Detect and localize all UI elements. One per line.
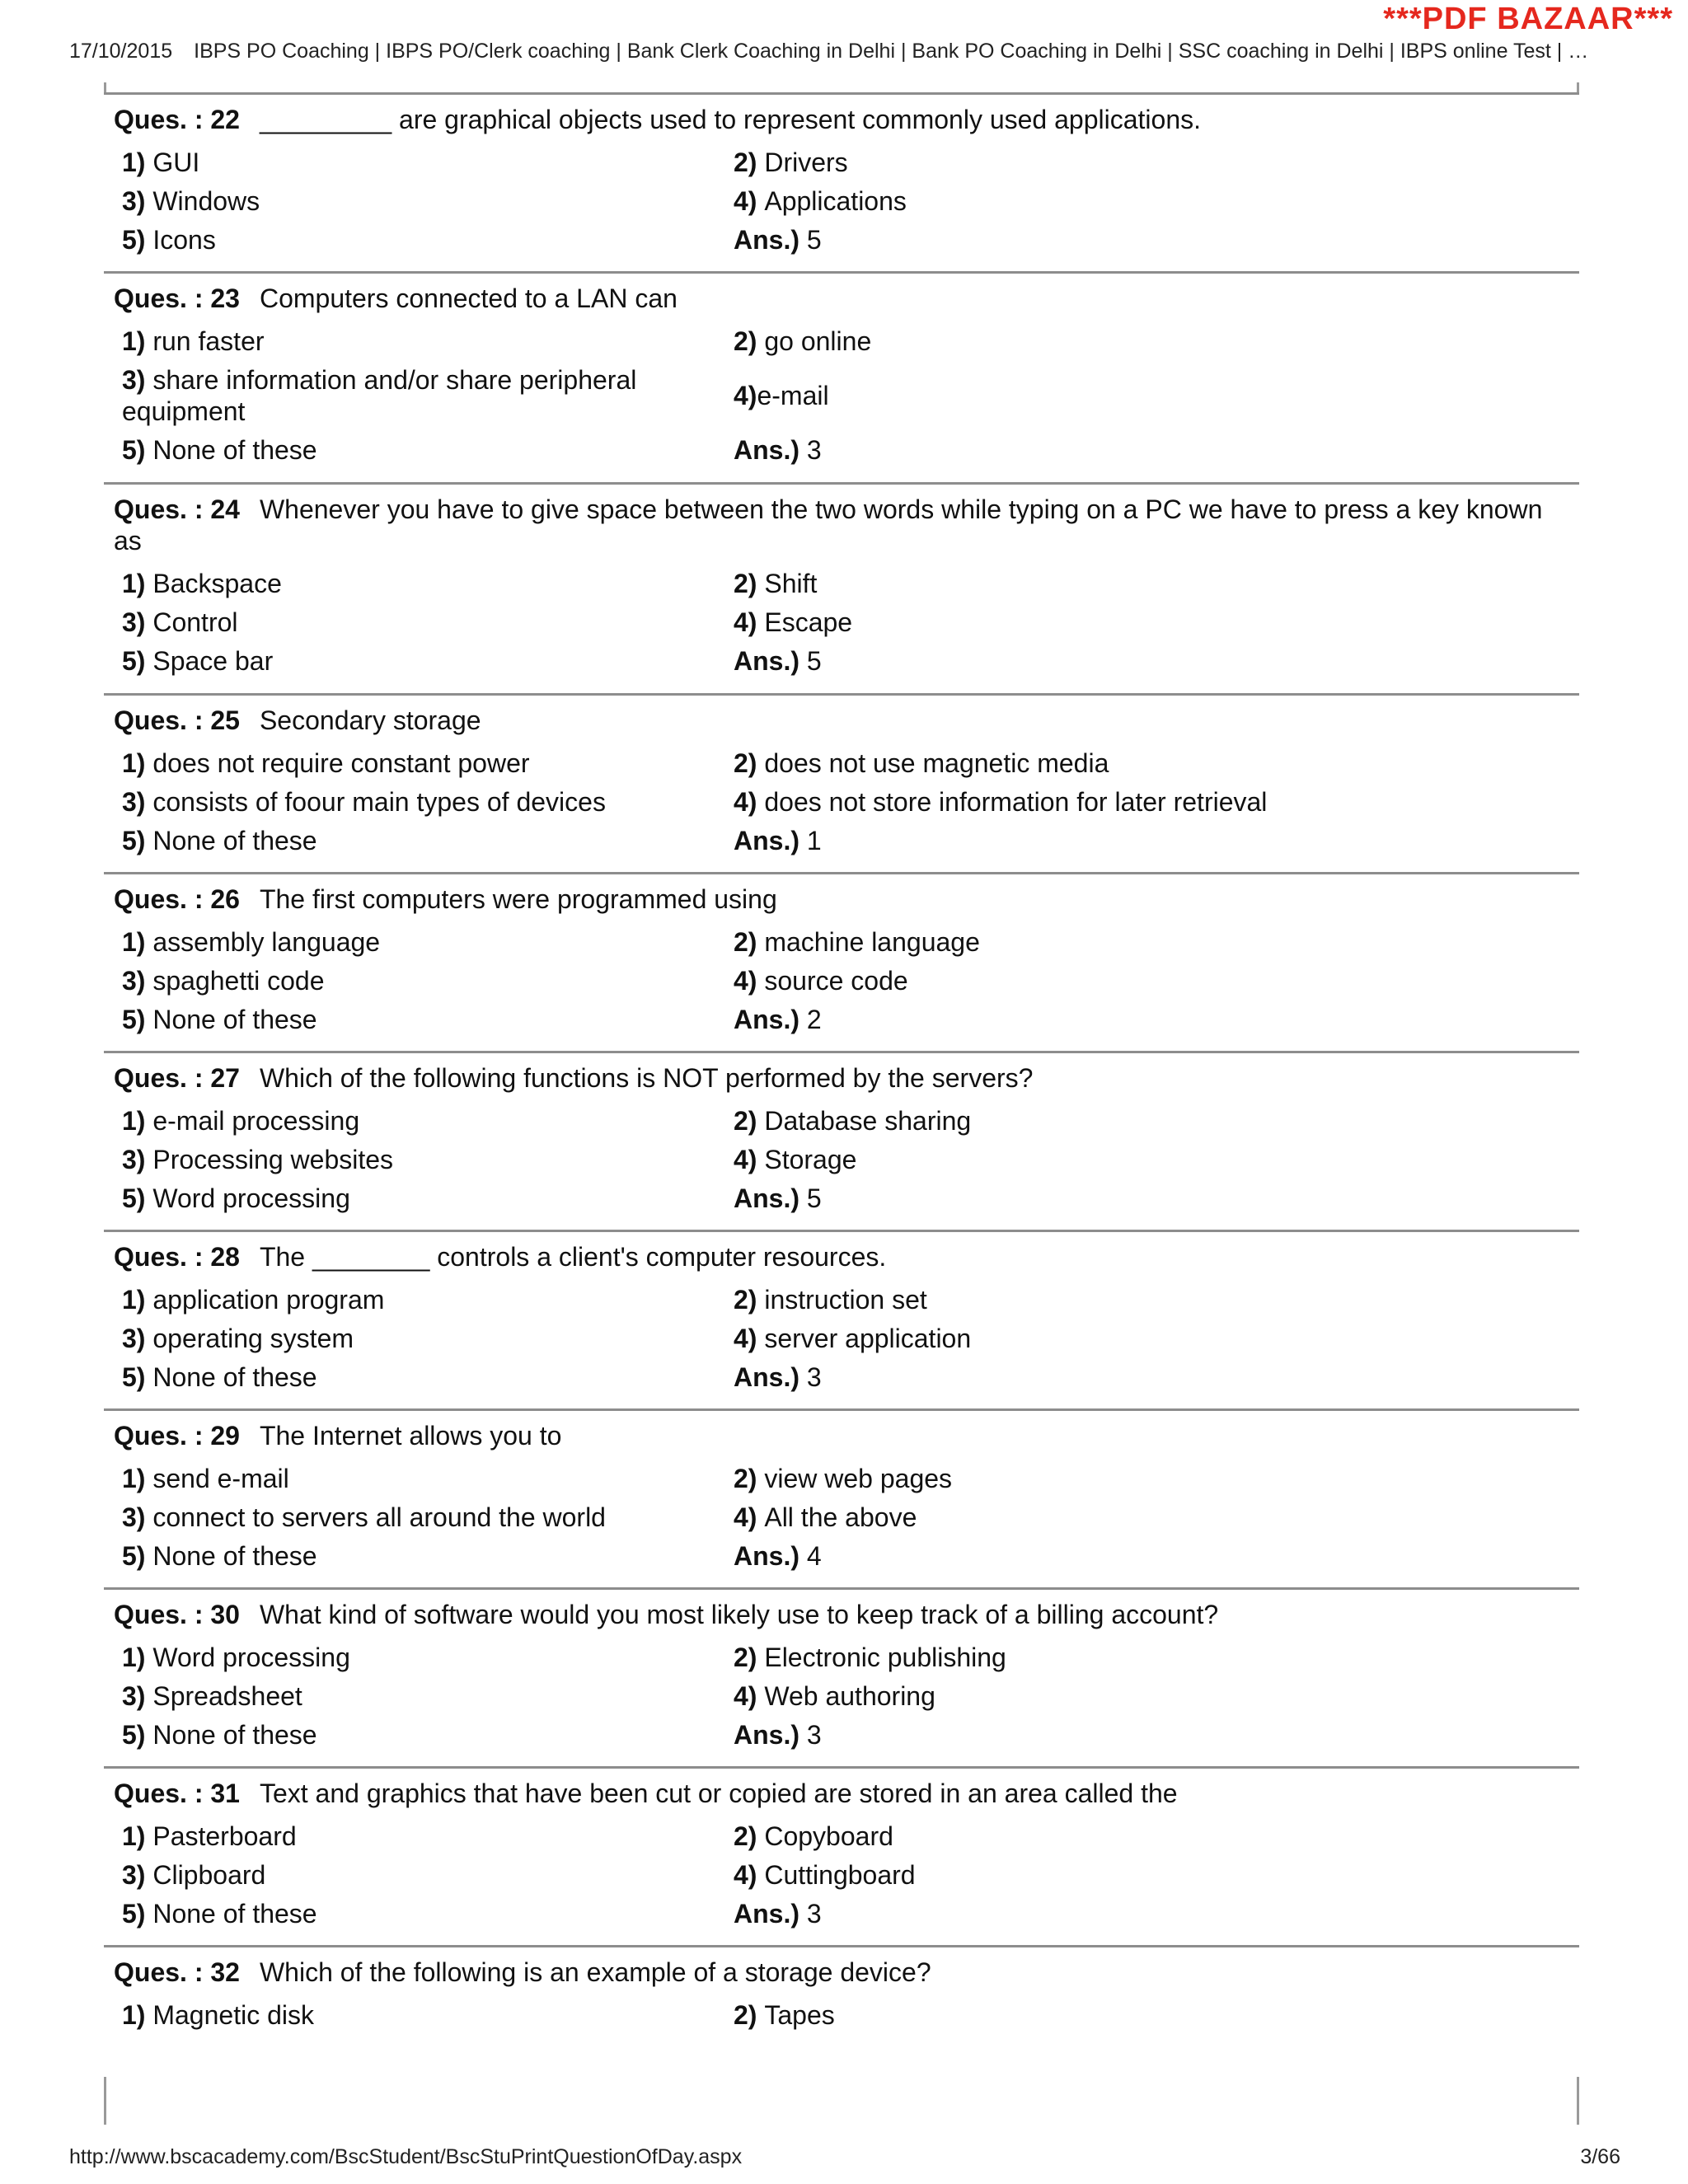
option-2 — [734, 1463, 1558, 1494]
answer-label: Ans.) — [734, 1183, 799, 1213]
options-grid — [114, 1105, 1569, 1214]
option-number: 4) — [734, 186, 765, 216]
answer-label: Ans.) — [734, 826, 799, 855]
question-text: What kind of software would you most likely use to keep track of a billing account? — [259, 1600, 1219, 1629]
options-grid — [114, 926, 1569, 1035]
option-number: 2) — [734, 1821, 765, 1851]
option-text: None of these — [152, 1362, 317, 1392]
option-3 — [122, 1502, 734, 1533]
option-text: All the above — [764, 1502, 917, 1532]
answer — [734, 1004, 1558, 1035]
option-text: None of these — [152, 826, 317, 855]
option-number: 4) — [734, 1324, 765, 1353]
option-text: does not require constant power — [152, 748, 530, 778]
option-text: Clipboard — [152, 1860, 266, 1890]
footer-url: http://www.bscacademy.com/BscStudent/BscStuPrintQuestionOfDay.aspx — [69, 2145, 743, 2168]
question-line — [114, 494, 1569, 556]
option-text: Storage — [764, 1145, 857, 1174]
option-text: spaghetti code — [152, 966, 325, 996]
option-number: 2) — [734, 2000, 765, 2030]
option-text: GUI — [152, 148, 200, 177]
question-text: The ________ controls a client's computer resources. — [259, 1242, 887, 1272]
option-4 — [734, 1680, 1558, 1712]
option-number: 5) — [122, 826, 153, 855]
question-text: The Internet allows you to — [259, 1421, 562, 1451]
option-text: share information and/or share peripheral equipment — [122, 365, 637, 426]
option-4 — [734, 1144, 1558, 1175]
option-5 — [122, 1898, 734, 1929]
option-number: 2) — [734, 326, 765, 356]
question-block — [104, 1945, 1579, 2077]
option-4 — [734, 786, 1558, 818]
option-number: 1) — [122, 148, 153, 177]
option-3 — [122, 364, 734, 427]
option-4 — [734, 185, 1558, 217]
question-number: Ques. : 32 — [114, 1957, 240, 1987]
answer — [734, 1361, 1558, 1393]
option-1 — [122, 926, 734, 958]
option-number: 1) — [122, 927, 153, 957]
option-text: Backspace — [152, 569, 282, 598]
option-2 — [734, 1284, 1558, 1315]
option-text: source code — [764, 966, 908, 996]
question-block — [104, 1051, 1579, 1230]
question-line — [114, 104, 1569, 135]
answer — [734, 434, 1558, 466]
question-text: Secondary storage — [259, 705, 481, 735]
option-1 — [122, 1999, 734, 2031]
answer-label: Ans.) — [734, 1541, 799, 1571]
option-text: Windows — [152, 186, 260, 216]
option-text: Word processing — [152, 1183, 350, 1213]
option-text: e-mail — [757, 381, 829, 410]
option-number: 2) — [734, 927, 765, 957]
question-text: Which of the following is an example of a storage device? — [259, 1957, 931, 1987]
option-text: Web authoring — [764, 1681, 935, 1711]
answer-value: 4 — [806, 1541, 822, 1571]
question-block — [104, 1766, 1579, 1945]
options-grid — [114, 1463, 1569, 1572]
option-text: Spreadsheet — [152, 1681, 302, 1711]
option-number: 1) — [122, 1643, 153, 1672]
option-text: Shift — [764, 569, 818, 598]
option-5 — [122, 1183, 734, 1214]
option-text: e-mail processing — [152, 1106, 360, 1136]
question-text: Text and graphics that have been cut or copied are stored in an area called the — [259, 1779, 1178, 1808]
question-number: Ques. : 26 — [114, 884, 240, 914]
question-number: Ques. : 28 — [114, 1242, 240, 1272]
option-number: 5) — [122, 1362, 153, 1392]
option-number: 3) — [122, 1502, 153, 1532]
question-number: Ques. : 31 — [114, 1779, 240, 1808]
question-number: Ques. : 23 — [114, 284, 240, 313]
answer-label: Ans.) — [734, 1899, 799, 1929]
option-number: 2) — [734, 148, 765, 177]
option-number: 3) — [122, 365, 153, 395]
answer — [734, 1183, 1558, 1214]
options-grid — [114, 1642, 1569, 1750]
option-2 — [734, 1105, 1558, 1137]
option-number: 2) — [734, 748, 765, 778]
question-text: Computers connected to a LAN can — [259, 284, 678, 313]
option-text: Applications — [764, 186, 907, 216]
question-block — [104, 1230, 1579, 1408]
question-block — [104, 693, 1579, 872]
option-text: view web pages — [764, 1464, 953, 1493]
option-1 — [122, 568, 734, 599]
option-2 — [734, 748, 1558, 779]
answer — [734, 1540, 1558, 1572]
option-text: None of these — [152, 435, 317, 465]
option-4 — [734, 364, 1558, 427]
option-number: 1) — [122, 1285, 153, 1315]
option-text: run faster — [152, 326, 265, 356]
option-text: None of these — [152, 1541, 317, 1571]
answer-value: 5 — [806, 646, 822, 676]
option-number: 4) — [734, 787, 765, 817]
option-4 — [734, 1502, 1558, 1533]
option-number: 2) — [734, 1285, 765, 1315]
header-date: 17/10/2015 — [69, 40, 173, 63]
question-block — [104, 1587, 1579, 1766]
option-text: Icons — [152, 225, 216, 255]
option-2 — [734, 326, 1558, 357]
option-4 — [734, 965, 1558, 996]
option-number: 3) — [122, 1860, 153, 1890]
option-number: 4) — [734, 607, 765, 637]
options-grid — [114, 1284, 1569, 1393]
answer-value: 3 — [806, 1362, 822, 1392]
question-line — [114, 1778, 1569, 1809]
option-3 — [122, 1859, 734, 1891]
footer-page-number: 3/66 — [1580, 2145, 1620, 2168]
option-number: 3) — [122, 1145, 153, 1174]
option-text: does not use magnetic media — [764, 748, 1109, 778]
option-number: 1) — [122, 1464, 153, 1493]
answer-label: Ans.) — [734, 1362, 799, 1392]
answer — [734, 224, 1558, 255]
question-text: Whenever you have to give space between the two words while typing on a PC we have to press a key known as — [114, 494, 1543, 555]
option-number: 3) — [122, 186, 153, 216]
option-1 — [122, 1284, 734, 1315]
option-number: 3) — [122, 1324, 153, 1353]
option-text: Space bar — [152, 646, 274, 676]
option-number: 4) — [734, 1860, 765, 1890]
option-5 — [122, 645, 734, 677]
option-2 — [734, 1821, 1558, 1852]
option-3 — [122, 185, 734, 217]
option-3 — [122, 1680, 734, 1712]
option-1 — [122, 147, 734, 178]
header-title: IBPS PO Coaching | IBPS PO/Clerk coaching | Bank Clerk Coaching in Delhi | Bank PO Coaching in Delhi | SSC coaching in Delhi | IBPS online Test | … — [194, 40, 1589, 63]
watermark: ***PDF BAZAAR*** — [1383, 2, 1673, 36]
question-text: The first computers were programmed using — [259, 884, 777, 914]
question-line — [114, 1241, 1569, 1272]
option-number: 3) — [122, 1681, 153, 1711]
question-line — [114, 1420, 1569, 1451]
question-number: Ques. : 30 — [114, 1600, 240, 1629]
option-number: 4) — [734, 381, 757, 410]
option-number: 5) — [122, 1720, 153, 1750]
option-2 — [734, 147, 1558, 178]
option-text: Electronic publishing — [764, 1643, 1006, 1672]
option-text: send e-mail — [152, 1464, 289, 1493]
answer-value: 3 — [806, 1720, 822, 1750]
option-1 — [122, 748, 734, 779]
question-block — [104, 271, 1579, 482]
question-line — [114, 883, 1569, 915]
options-grid — [114, 1999, 1569, 2031]
option-1 — [122, 1463, 734, 1494]
option-5 — [122, 1004, 734, 1035]
option-text: consists of foour main types of devices — [152, 787, 606, 817]
option-1 — [122, 1821, 734, 1852]
option-text: Cuttingboard — [764, 1860, 916, 1890]
option-number: 2) — [734, 569, 765, 598]
question-number: Ques. : 24 — [114, 494, 240, 524]
option-text: None of these — [152, 1899, 317, 1929]
option-number: 4) — [734, 1502, 765, 1532]
question-number: Ques. : 29 — [114, 1421, 240, 1451]
option-5 — [122, 1719, 734, 1750]
question-block — [104, 482, 1579, 693]
answer-label: Ans.) — [734, 225, 799, 255]
option-number: 1) — [122, 1821, 153, 1851]
option-number: 1) — [122, 1106, 153, 1136]
option-text: operating system — [152, 1324, 354, 1353]
option-number: 2) — [734, 1106, 765, 1136]
question-text: Which of the following functions is NOT performed by the servers? — [259, 1063, 1034, 1093]
option-4 — [734, 1323, 1558, 1354]
option-4 — [734, 1859, 1558, 1891]
question-line — [114, 1599, 1569, 1630]
option-text: instruction set — [764, 1285, 927, 1315]
option-1 — [122, 1105, 734, 1137]
question-number: Ques. : 22 — [114, 105, 240, 134]
option-1 — [122, 326, 734, 357]
answer-label: Ans.) — [734, 1720, 799, 1750]
option-number: 5) — [122, 435, 153, 465]
option-number: 4) — [734, 966, 765, 996]
option-text: Magnetic disk — [152, 2000, 314, 2030]
option-2 — [734, 926, 1558, 958]
option-text: connect to servers all around the world — [152, 1502, 606, 1532]
options-grid — [114, 326, 1569, 466]
option-text: Tapes — [764, 2000, 835, 2030]
answer-value: 2 — [806, 1005, 822, 1034]
option-1 — [122, 1642, 734, 1673]
option-text: machine language — [764, 927, 980, 957]
option-3 — [122, 786, 734, 818]
option-text: Database sharing — [764, 1106, 972, 1136]
question-number: Ques. : 25 — [114, 705, 240, 735]
option-number: 2) — [734, 1643, 765, 1672]
question-line — [114, 1957, 1569, 1988]
answer — [734, 1719, 1558, 1750]
option-number: 4) — [734, 1681, 765, 1711]
option-text: Word processing — [152, 1643, 350, 1672]
options-grid — [114, 1821, 1569, 1929]
options-grid — [114, 748, 1569, 856]
answer-label: Ans.) — [734, 1005, 799, 1034]
option-5 — [122, 434, 734, 466]
option-5 — [122, 1540, 734, 1572]
option-number: 1) — [122, 326, 153, 356]
option-text: Copyboard — [764, 1821, 893, 1851]
question-number: Ques. : 27 — [114, 1063, 240, 1093]
question-block — [104, 872, 1579, 1051]
answer-value: 5 — [806, 225, 822, 255]
option-5 — [122, 224, 734, 255]
answer — [734, 825, 1558, 856]
answer — [734, 645, 1558, 677]
option-text: Pasterboard — [152, 1821, 297, 1851]
answer-label: Ans.) — [734, 646, 799, 676]
answer-value: 3 — [806, 1899, 822, 1929]
option-text: Processing websites — [152, 1145, 394, 1174]
option-text: None of these — [152, 1005, 317, 1034]
options-grid — [114, 568, 1569, 677]
option-2 — [734, 1642, 1558, 1673]
answer — [734, 1898, 1558, 1929]
question-line — [114, 1062, 1569, 1094]
option-3 — [122, 607, 734, 638]
option-number: 5) — [122, 1899, 153, 1929]
options-grid — [114, 147, 1569, 255]
answer-value: 5 — [806, 1183, 822, 1213]
option-number: 5) — [122, 1005, 153, 1034]
option-text: application program — [152, 1285, 385, 1315]
option-text: Escape — [764, 607, 853, 637]
answer-value: 1 — [806, 826, 822, 855]
option-text: None of these — [152, 1720, 317, 1750]
question-block — [104, 1408, 1579, 1587]
answer-value: 3 — [806, 435, 822, 465]
option-number: 5) — [122, 225, 153, 255]
option-3 — [122, 1323, 734, 1354]
option-number: 4) — [734, 1145, 765, 1174]
option-text: go online — [764, 326, 872, 356]
question-text: _________ are graphical objects used to represent commonly used applications. — [259, 105, 1201, 134]
option-5 — [122, 825, 734, 856]
option-number: 1) — [122, 2000, 153, 2030]
option-number: 1) — [122, 748, 153, 778]
question-line — [114, 283, 1569, 314]
option-text: does not store information for later retrieval — [764, 787, 1268, 817]
option-4 — [734, 607, 1558, 638]
option-2 — [734, 568, 1558, 599]
option-text: Control — [152, 607, 238, 637]
option-text: assembly language — [152, 927, 381, 957]
question-block — [104, 92, 1579, 271]
option-number: 2) — [734, 1464, 765, 1493]
option-3 — [122, 1144, 734, 1175]
option-2 — [734, 1999, 1558, 2031]
question-line — [114, 705, 1569, 736]
option-number: 1) — [122, 569, 153, 598]
option-3 — [122, 965, 734, 996]
option-number: 5) — [122, 646, 153, 676]
question-list — [104, 92, 1579, 2077]
answer-label: Ans.) — [734, 435, 799, 465]
option-text: Drivers — [764, 148, 848, 177]
option-5 — [122, 1361, 734, 1393]
option-number: 5) — [122, 1541, 153, 1571]
option-number: 3) — [122, 787, 153, 817]
option-number: 3) — [122, 607, 153, 637]
option-number: 5) — [122, 1183, 153, 1213]
option-number: 3) — [122, 966, 153, 996]
option-text: server application — [764, 1324, 972, 1353]
page-header — [69, 40, 1588, 63]
